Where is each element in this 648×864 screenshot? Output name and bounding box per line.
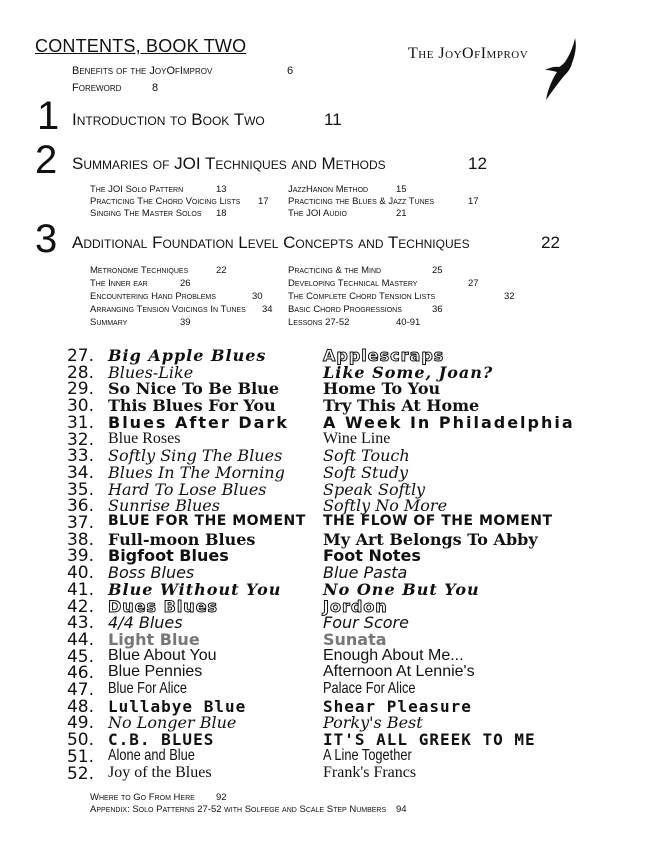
lesson-tune-title: A Line Together — [323, 746, 412, 764]
lesson-tune-title: Four Score — [323, 613, 409, 633]
lesson-number: 27. — [66, 346, 94, 366]
subsection-page: 30 — [252, 291, 263, 302]
lesson-number: 49. — [66, 713, 94, 734]
back-item-label: Appendix: Solo Patterns 27-52 with Solfege and Scale Step Numbers — [90, 804, 387, 815]
subsection-page: 39 — [180, 317, 191, 328]
lesson-blues-title: Blue Pennies — [108, 663, 203, 681]
lesson-number: 44. — [66, 629, 94, 650]
section-title: Introduction to Book Two — [72, 110, 265, 129]
subsection-page: 17 — [468, 196, 479, 207]
lesson-tune-title: Sunata — [323, 629, 387, 649]
subsection-label: The JOI Audio — [288, 208, 347, 219]
lesson-number: 47. — [66, 680, 94, 700]
lesson-blues-title: Hard To Lose Blues — [108, 479, 267, 499]
lesson-number: 37. — [66, 513, 94, 533]
lesson-number: 32. — [66, 429, 94, 450]
section-number: 1 — [37, 94, 60, 138]
section-number: 2 — [35, 138, 58, 182]
section-page: 22 — [541, 233, 560, 252]
subsection-label: Practicing the Blues & Jazz Tunes — [288, 196, 435, 207]
subsection-page: 34 — [262, 304, 273, 315]
subsection-page: 27 — [468, 278, 479, 289]
lesson-tune-title: THE FLOW OF THE MOMENT — [323, 513, 553, 529]
subsection-page: 18 — [216, 208, 227, 219]
subsection-page: 22 — [216, 265, 227, 276]
lesson-tune-title: Foot Notes — [323, 546, 421, 566]
lesson-tune-title: IT'S ALL GREEK TO ME — [323, 730, 536, 750]
lesson-tune-title: Palace For Alice — [323, 680, 416, 697]
section-title: Additional Foundation Level Concepts and Techniques — [72, 233, 470, 252]
subsection-page: 36 — [432, 304, 443, 315]
lesson-tune-title: Speak Softly — [323, 479, 426, 499]
lesson-blues-title: Blues-Like — [108, 362, 194, 382]
lesson-blues-title: C.B. BLUES — [108, 730, 215, 750]
lesson-tune-title: Soft Study — [323, 462, 409, 482]
brand-logo-text: The JoyOfImprov — [408, 45, 529, 62]
lesson-tune-title: Home To You — [323, 379, 441, 399]
lesson-blues-title: Joy of the Blues — [108, 763, 212, 781]
lesson-blues-title: Boss Blues — [108, 563, 195, 583]
lesson-blues-title: Blue About You — [108, 646, 217, 664]
lesson-tune-title: A Week In Philadelphia — [323, 412, 575, 432]
subsection-page: 25 — [432, 265, 443, 276]
subsection-label: Practicing & the Mind — [288, 265, 382, 276]
seagull-icon — [537, 36, 583, 102]
lesson-number: 39. — [66, 546, 94, 567]
subsection-label: Encountering Hand Problems — [90, 291, 216, 302]
lesson-tune-title: Shear Pleasure — [323, 696, 472, 716]
back-item-page: 92 — [216, 792, 227, 803]
lesson-blues-title: So Nice To Be Blue — [108, 379, 279, 399]
lesson-tune-title: Like Some, Joan? — [323, 362, 494, 382]
subsection-label: The Complete Chord Tension Lists — [288, 291, 436, 302]
subsection-page: 15 — [396, 184, 407, 195]
lesson-tune-title: Blue Pasta — [323, 563, 408, 583]
lesson-tune-title: Afternoon At Lennie's — [323, 663, 475, 681]
front-item-page: 6 — [287, 65, 294, 77]
lesson-number: 52. — [66, 763, 94, 784]
lesson-blues-title: 4/4 Blues — [108, 613, 183, 633]
lesson-blues-title: Blue Roses — [108, 429, 181, 447]
lesson-blues-title: BLUE FOR THE MOMENT — [108, 513, 306, 529]
subsection-label: Singing The Master Solos — [90, 208, 202, 219]
lesson-number: 46. — [66, 663, 94, 684]
lesson-number: 38. — [66, 529, 94, 550]
subsection-page: 26 — [180, 278, 191, 289]
front-item-label: Foreword — [72, 82, 122, 94]
front-item-page: 8 — [152, 82, 159, 94]
lesson-tune-title: Try This At Home — [323, 396, 480, 416]
subsection-page: 21 — [396, 208, 407, 219]
lesson-blues-title: Sunrise Blues — [108, 496, 220, 516]
lesson-tune-title: Frank's Francs — [323, 763, 417, 781]
subsection-page: 32 — [504, 291, 515, 302]
lesson-number: 31. — [66, 412, 94, 433]
subsection-page: 17 — [258, 196, 269, 207]
lesson-number: 34. — [66, 462, 94, 483]
lesson-tune-title: Jordon — [323, 596, 388, 616]
lesson-blues-title: Big Apple Blues — [108, 346, 267, 365]
lesson-number: 48. — [66, 696, 94, 717]
lesson-tune-title: No One But You — [323, 579, 480, 599]
back-item-label: Where to Go From Here — [90, 792, 195, 803]
lesson-number: 40. — [66, 563, 94, 584]
subsection-label: Arranging Tension Voicings In Tunes — [90, 304, 246, 315]
subsection-label: Summary — [90, 317, 128, 328]
lesson-blues-title: Light Blue — [108, 629, 200, 649]
lesson-number: 36. — [66, 496, 94, 517]
lesson-number: 28. — [66, 362, 94, 383]
lesson-tune-title: Soft Touch — [323, 446, 410, 466]
lesson-tune-title: Enough About Me... — [323, 646, 464, 664]
subsection-label: The JOI Solo Pattern — [90, 184, 184, 195]
lesson-tune-title: Softly No More — [323, 496, 448, 516]
subsection-label: The Inner ear — [90, 278, 148, 289]
lesson-tune-title: Wine Line — [323, 429, 391, 447]
lesson-number: 29. — [66, 379, 94, 400]
section-page: 12 — [468, 154, 487, 173]
subsection-label: Practicing The Chord Voicing Lists — [90, 196, 241, 207]
subsection-label: Lessons 27-52 — [288, 317, 350, 328]
lesson-number: 35. — [66, 479, 94, 500]
lesson-blues-title: Dues Blues — [108, 596, 219, 616]
subsection-label: Basic Chord Progressions — [288, 304, 402, 315]
lesson-number: 43. — [66, 613, 94, 634]
page-title: CONTENTS, BOOK TWO — [35, 36, 247, 56]
section-title: Summaries of JOI Techniques and Methods — [72, 154, 386, 173]
lesson-blues-title: Blues In The Morning — [108, 462, 285, 482]
lesson-blues-title: Alone and Blue — [108, 746, 195, 764]
lesson-number: 41. — [66, 579, 94, 600]
back-item-page: 94 — [396, 804, 407, 815]
front-item-label: Benefits of the JoyOfImprov — [72, 65, 213, 77]
subsection-label: JazzHanon Method — [288, 184, 369, 195]
subsection-page: 40-91 — [396, 317, 421, 328]
lesson-blues-title: Bigfoot Blues — [108, 546, 229, 566]
lesson-number: 30. — [66, 396, 94, 417]
lesson-blues-title: This Blues For You — [108, 396, 276, 416]
lesson-blues-title: No Longer Blue — [108, 713, 237, 733]
lesson-blues-title: Softly Sing The Blues — [108, 446, 283, 466]
lesson-number: 45. — [66, 646, 94, 667]
lesson-number: 51. — [66, 746, 94, 767]
lesson-blues-title: Blues After Dark — [108, 412, 289, 432]
lesson-blues-title: Blue For Alice — [108, 680, 187, 697]
subsection-label: Metronome Techniques — [90, 265, 189, 276]
lesson-tune-title: My Art Belongs To Abby — [323, 529, 538, 549]
lesson-number: 33. — [66, 446, 94, 467]
subsection-label: Developing Technical Mastery — [288, 278, 418, 289]
lesson-tune-title: Porky's Best — [323, 713, 423, 733]
lesson-number: 42. — [66, 596, 94, 617]
lesson-number: 50. — [66, 730, 94, 751]
section-page: 11 — [324, 110, 342, 129]
section-number: 3 — [35, 217, 58, 261]
lesson-blues-title: Lullabye Blue — [108, 696, 247, 716]
lesson-tune-title: Applescraps — [323, 346, 445, 365]
lesson-blues-title: Full-moon Blues — [108, 529, 256, 549]
lesson-blues-title: Blue Without You — [108, 579, 282, 599]
subsection-page: 13 — [216, 184, 227, 195]
